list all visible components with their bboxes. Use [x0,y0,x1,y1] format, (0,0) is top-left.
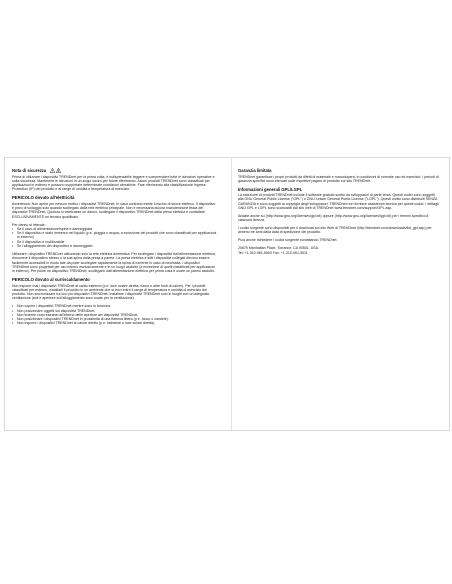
address: 20675 Manhattan Place, Torrance, CA 90501, USA. [238,246,319,251]
address-block [238,246,441,255]
safety-title: Nota di sicurezza [12,168,47,173]
gpl-heading: Informazioni generali GPL/LGPL [238,186,303,192]
list-item: • Se il cavo di alimentazione/spina è danneggiata [12,227,217,231]
document-sheet [4,157,450,431]
electric-heading: PERICOLO dovuto all'elettricità [12,195,75,201]
list-item: • Se l'alloggiamento del dispositivo è danneggiato [12,244,217,248]
heat-list [12,304,217,325]
gpl-text: La selezione di prodotti TRENDnet include il software gratuito scritto da sviluppatori di parte terza. Questi codici sono soggetti alla GNU General Public License ("GPL") o GNU Lesser General Public License ("LGPL"). Questi codici sono distribuiti SENZA GARANZIA e sono soggetti ai copyright degli sviluppatori. TRENDnet non fornisce assistenza tecnica per questi codici. I dettagli GNU GPL e LGPL sono scaricabili dal sito web di TRENDnet www.trendnet.com/support/GPL.asp. [238,193,439,211]
phone: Tel: +1-310-961-5500 Fax: +1-310-961-5511 [238,250,308,255]
gpl-contact: Puoi anche richiedere i codici sorgente contattando TRENDnet. [238,238,338,243]
warning-icon [50,168,64,173]
heat-heading: PERICOLO dovuto al surriscaldamento [12,277,90,283]
damage-list [12,227,217,248]
list-item: • Se il dispositivo è inutilizzabile [12,240,217,244]
list-item: • Non inserire corpi estranei all'interno delle aperture dei dispositivi TRENDnet. [12,313,217,317]
right-column [238,168,441,423]
list-item: • Se il dispositivo è stato immerso nel liquido (p.e. pioggia o acqua; a eccezione dei prodotti che sono classificati per applicazioni in esterno) [12,231,217,240]
list-item: • Non posizionare i dispositivi TRENDnet in prossimità di una fiamma libera (p.e. fuoco o candele). [12,317,217,321]
list-item: • Non esporre i dispositivi TRENDnet al calore diretto (p.e. radiatore o luce solare diretta). [12,321,217,325]
warranty-heading: Garanzia limitata [238,168,272,173]
warranty-text: TRENDnet garantisce i propri prodotti da difetti di materiale e manodopera, in condizioni di normale uso ed esercizio. I periodi di garanzia specifici sono elencati sulle rispettive pagine di prodotto sul sito TRENDnet. [238,174,439,183]
damage-intro: Per danno si intende: [12,222,46,227]
safety-heading [12,168,217,173]
heat-text: Non esporre mai i dispositivi TRENDnet al caldo estremo (p.e. luce solare diretta, fuoco o altre fonti di calore). Per i prodotti classificati per esterno, installarli il prodotto in un ambiente che si trovi entro il range di temperatura e umidità di esercizio del prodotto. Non sincronizzare tra loro più dispositivi TRENDnet. Installare i dispositivi TRENDnet solo in luoghi con un'adeguata ventilazione (slot e aperture sull'alloggiamento sono usate per la ventilazione). [12,283,209,301]
list-item: • Non posizionare oggetti sui dispositivi TRENDnet. [12,309,217,313]
safety-intro: Prima di utilizzare i dispositivi TRENDnet per la prima volta, è indispensabile leggere e comprendere tutte le istruzioni operative e sulla sicurezza. Mantenere le istruzioni in un luogo sicuro per future riferimento. Alcuni prodotti TRENDnet sono classificati per applicazioni in esterno e possono supportare determinate condizioni climatiche. Fare riferimento alla classificazione Ingress Protection (IP) del prodotto e al range di umidità e temperatura di esercizio. [12,174,215,192]
gpl-links: Andate anche su (http://www.gnu.org/licenses/gpl.txt) oppure (http://www.gnu.org/licenses/lgpl.txt) per i termini specifici di ciascuna licenza. [238,213,429,223]
left-column [12,168,217,423]
electric-text: Avvertenza: Non aprire per nessun motivo i dispositivi TRENDnet. In caso contrario esiste il rischio di shock elettrico. Il dispositivo è privo di voltaggio solo quando scollegato dalla rete elettrica principale. Non è necessaria alcuna manutenzione fisica dei dispositivi TRENDnet. Qualora si verificasse un danno, scollegare il dispositivo TRENDnet dalla presa elettrica e contattare ESCLUSIVAMENTE un tecnico qualificato. [12,201,216,219]
page-fold-divider [231,158,232,430]
list-item: • Non coprire i dispositivi TRENDnet mentre sono in funzione. [12,304,217,308]
gpl-download: I codici sorgente sono disponibili per il download sul sito Web di TRENDnet (http://trendnet.com/downloads/list_gpl.asp) per almeno tre anni dalla data di spedizione del prodotto. [238,226,432,235]
power-text: Utilizzare i dispositivi TRENDnet utilizzando solo la rete elettrica domestica. Per scollegare i dispositivi dall'alimentazione elettrica, rimuovere il dispositivo stesso o la sua spina dalla presa a parete. La presa elettrica e tutti i dispositivi collegati devono essere facilmente accessibili in modo tale da poter scollegare rapidamente la spina di corrente in caso di necessità. I dispositivi TRENDnet sono progettati per uso interno esclusivamente e in un luogo asciutto (a eccezione di quelli classificati per applicazioni in esterno). Per pulire un dispositivo TRENDnet, scollegarlo dall'alimentazione elettrica per prima cosa e usare un panno asciutto. [12,251,216,274]
